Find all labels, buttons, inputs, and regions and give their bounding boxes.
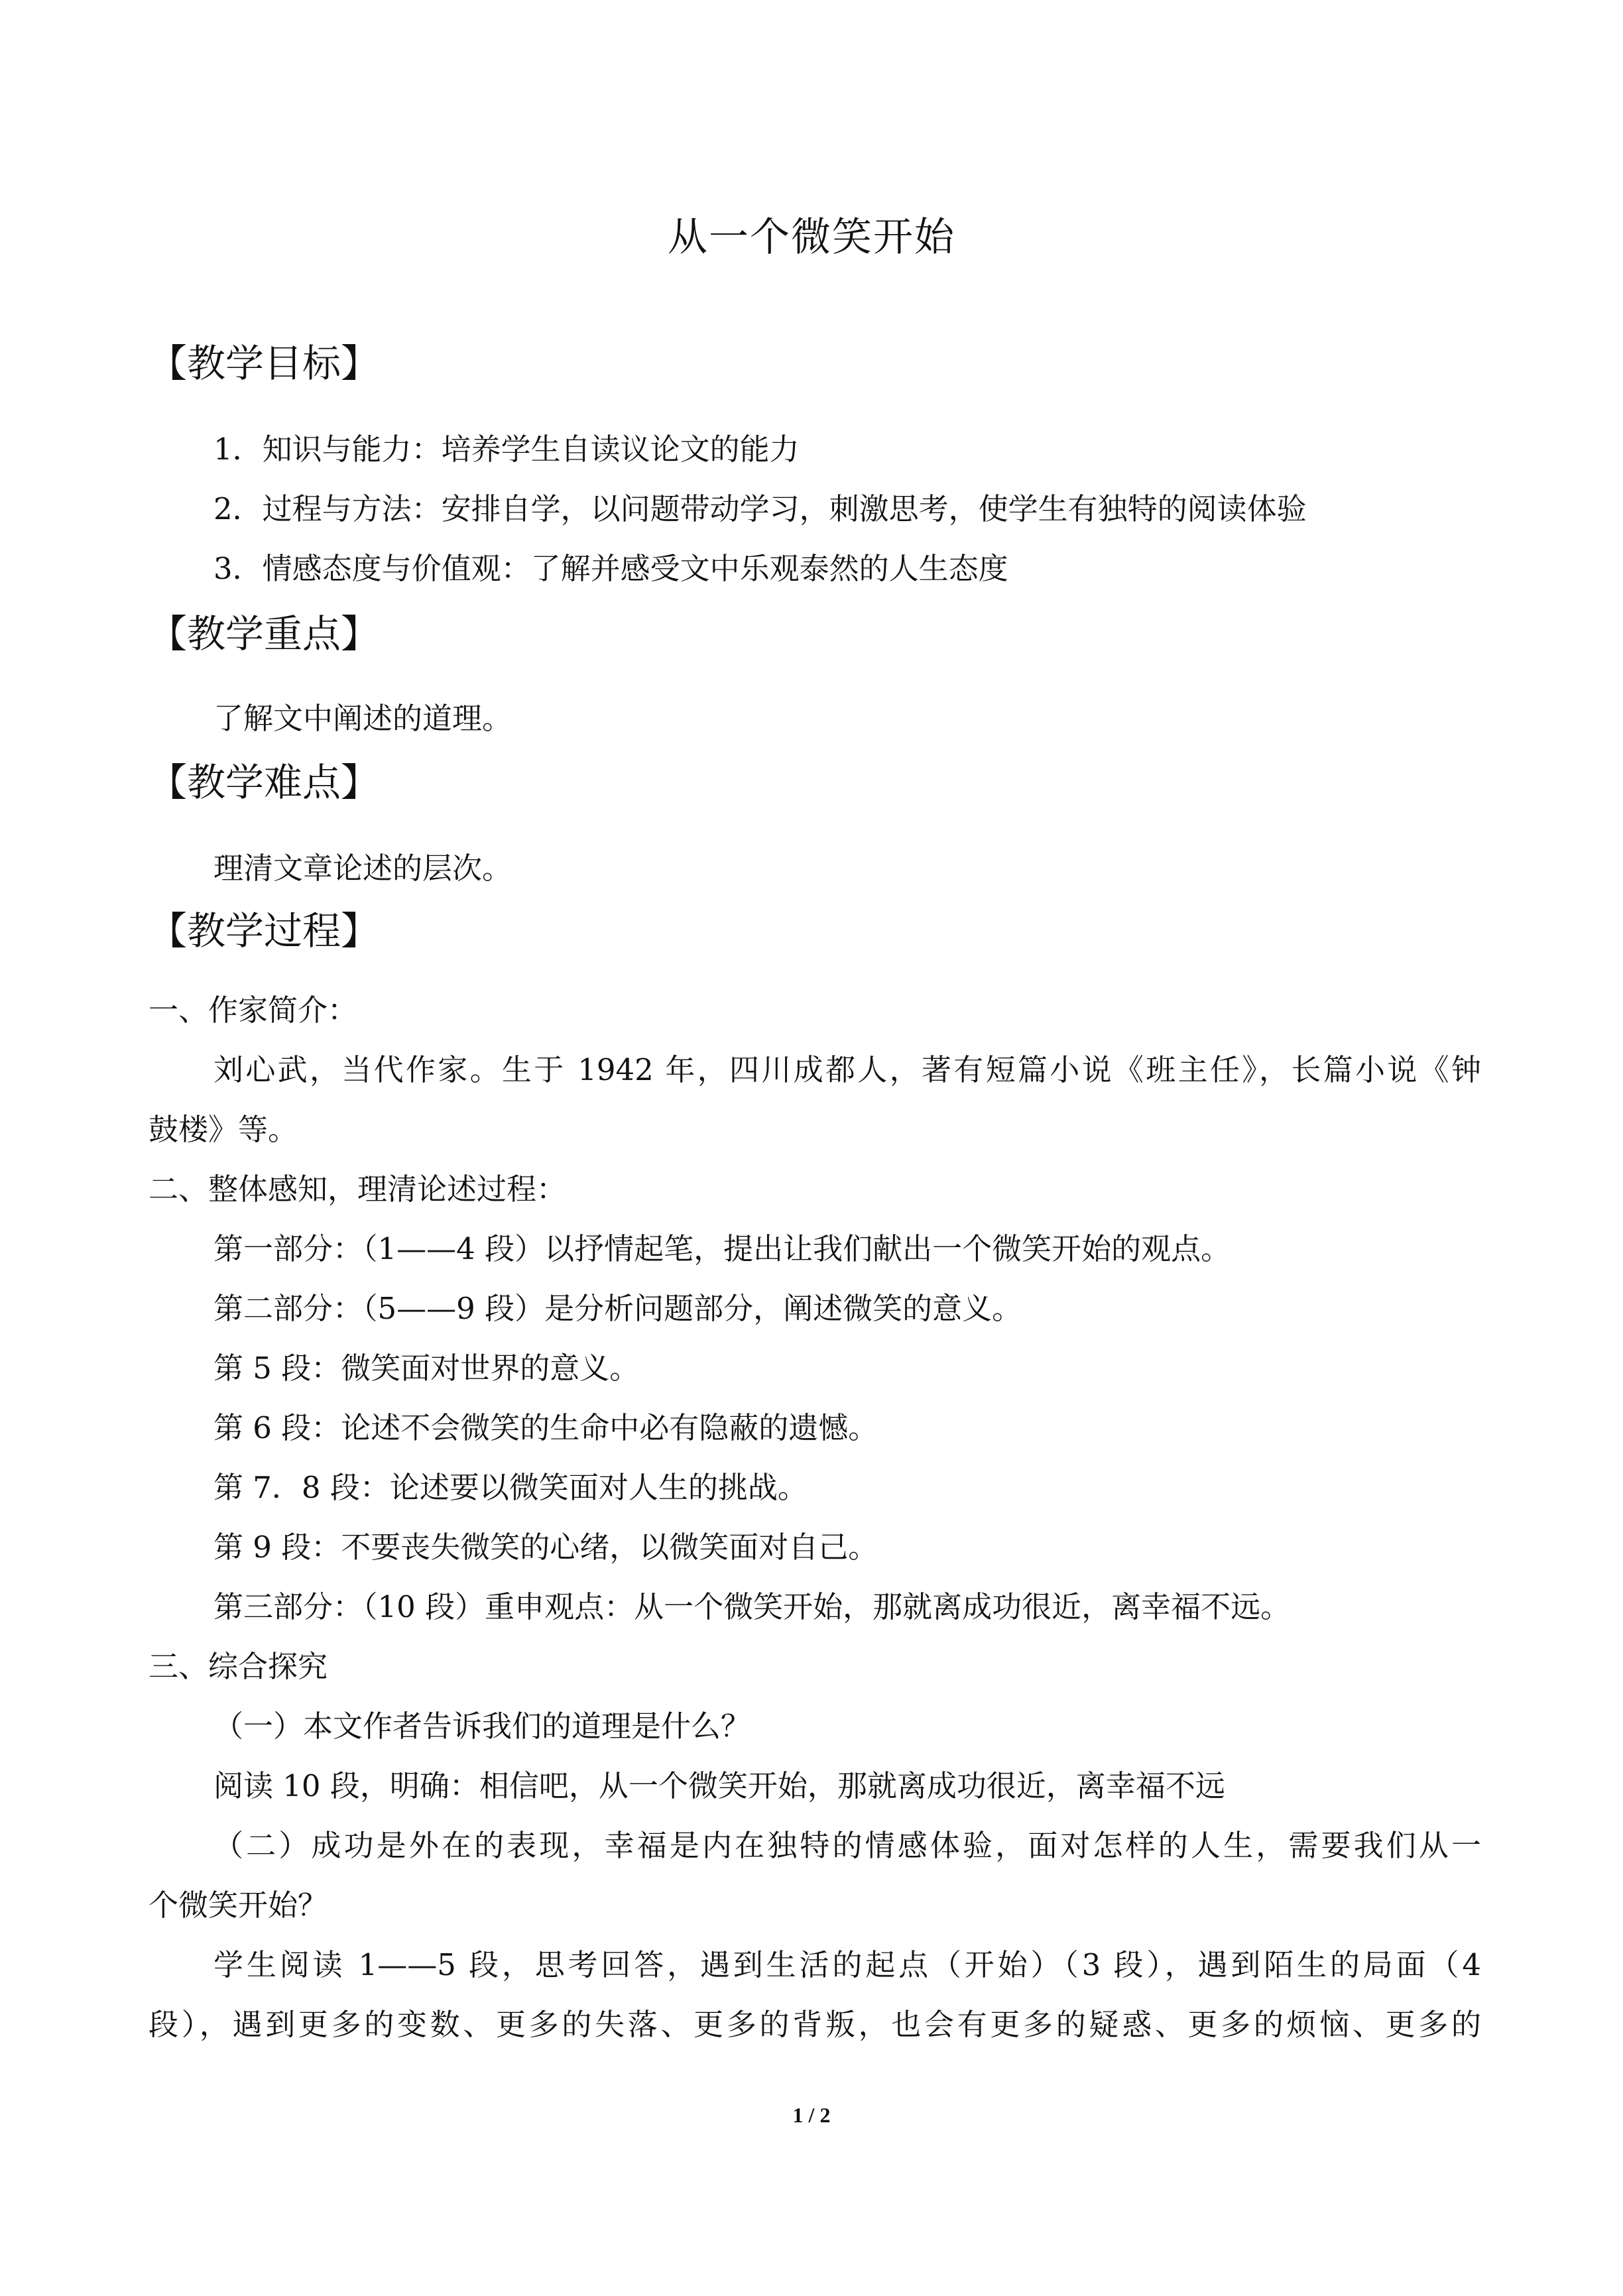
page-title: 从一个微笑开始	[668, 214, 955, 261]
page-number: 1 / 2	[792, 2103, 831, 2127]
process-part2-line-5: 第 7．8 段：论述要以微笑面对人生的挑战。	[213, 1470, 808, 1505]
process-part2-line-3: 第 5 段：微笑面对世界的意义。	[213, 1351, 640, 1386]
process-part3-question-2-line1: （二）成功是外在的表现，幸福是内在独特的情感体验，面对怎样的人生，需要我们从一	[213, 1828, 1481, 1863]
process-part2-line-6: 第 9 段：不要丧失微笑的心绪，以微笑面对自己。	[213, 1530, 878, 1565]
process-part2-line-7: 第三部分：（10 段）重申观点：从一个微笑开始，那就离成功很近，离幸福不远。	[213, 1589, 1291, 1624]
process-part3-question-1: （一）本文作者告诉我们的道理是什么？	[213, 1709, 751, 1744]
process-part2-line-4: 第 6 段：论述不会微笑的生命中必有隐蔽的遗憾。	[213, 1410, 878, 1445]
objective-item-1: 1．知识与能力：培养学生自读议论文的能力	[213, 432, 800, 467]
process-part2-line-2: 第二部分：（5——9 段）是分析问题部分，阐述微笑的意义。	[213, 1291, 1022, 1326]
section-heading-objectives: 【教学目标】	[149, 341, 380, 386]
process-part3-title: 三、综合探究	[149, 1649, 328, 1684]
process-part1-title: 一、作家简介：	[149, 993, 358, 1028]
process-part3-answer-2-line1: 学生阅读 1——5 段，思考回答，遇到生活的起点（开始）（3 段），遇到陌生的局面（4	[213, 1947, 1481, 1982]
difficulties-text: 理清文章论述的层次。	[213, 851, 512, 886]
process-part1-line2: 鼓楼》等。	[149, 1112, 298, 1147]
key-points-text: 了解文中阐述的道理。	[213, 701, 512, 736]
process-part2-title: 二、整体感知，理清论述过程：	[149, 1172, 567, 1207]
section-heading-key-points: 【教学重点】	[149, 611, 380, 656]
objective-item-2: 2．过程与方法：安排自学，以问题带动学习，刺激思考，使学生有独特的阅读体验	[213, 491, 1307, 526]
process-part3-answer-2-line2: 段），遇到更多的变数、更多的失落、更多的背叛，也会有更多的疑惑、更多的烦恼、更多的	[149, 2007, 1481, 2042]
section-heading-difficulties: 【教学难点】	[149, 760, 380, 805]
process-part2-line-1: 第一部分：（1——4 段）以抒情起笔，提出让我们献出一个微笑开始的观点。	[213, 1231, 1231, 1266]
process-part3-question-2-line2: 个微笑开始？	[149, 1888, 328, 1923]
process-part1-line1: 刘心武，当代作家。生于 1942 年，四川成都人，著有短篇小说《班主任》，长篇小说《钟	[213, 1052, 1481, 1087]
process-part3-answer-1: 阅读 10 段，明确：相信吧，从一个微笑开始，那就离成功很近，离幸福不远	[213, 1768, 1225, 1803]
section-heading-process: 【教学过程】	[149, 908, 380, 953]
objective-item-3: 3．情感态度与价值观：了解并感受文中乐观泰然的人生态度	[213, 551, 1008, 586]
